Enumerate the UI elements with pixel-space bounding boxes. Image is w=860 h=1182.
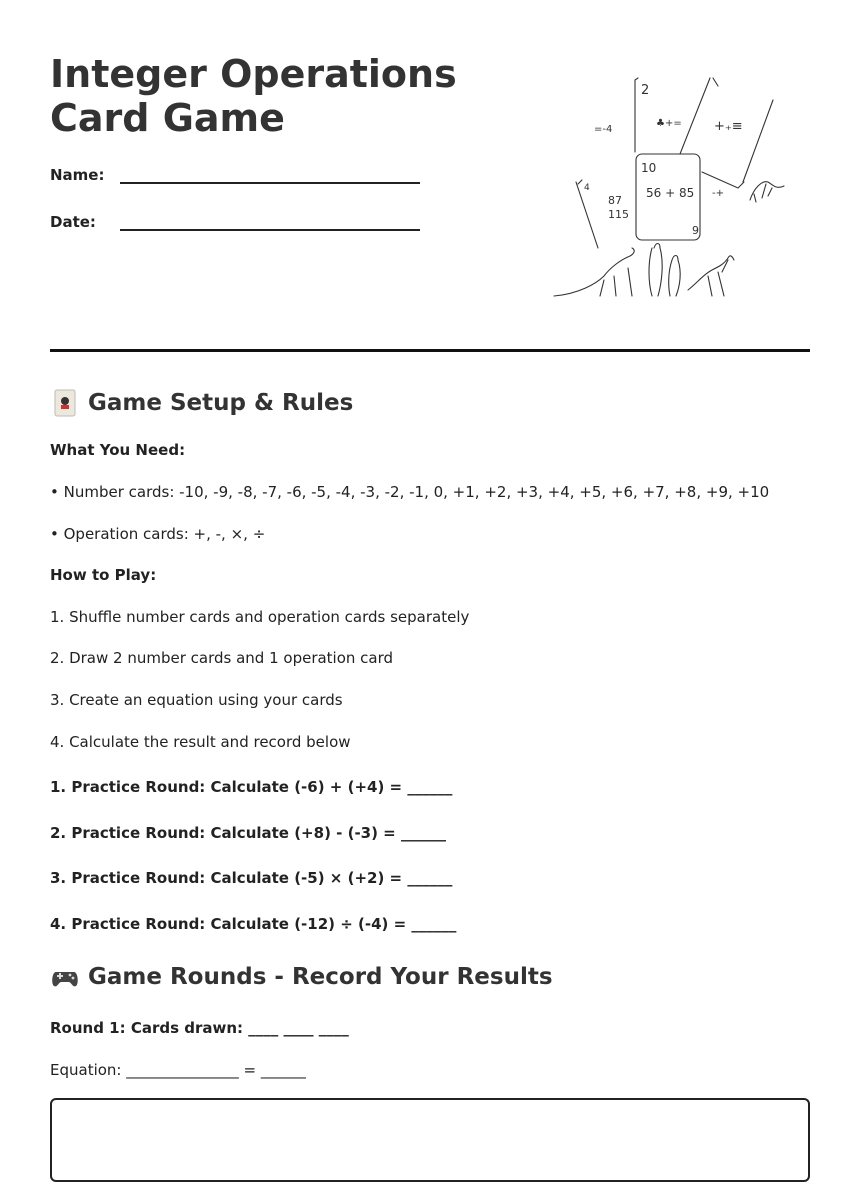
need-heading: What You Need: bbox=[50, 441, 186, 459]
round1-equation: Equation: _______________ = ______ bbox=[50, 1061, 306, 1079]
practice-question-3: 3. Practice Round: Calculate (-5) × (+2) = ______ bbox=[50, 869, 453, 887]
card-mid-sum: 56 + 85 bbox=[646, 186, 695, 200]
round1-work-box[interactable] bbox=[50, 1098, 810, 1182]
page-title: Integer Operations Card Game bbox=[50, 52, 457, 140]
name-field[interactable] bbox=[120, 168, 420, 184]
step-4: 4. Calculate the result and record below bbox=[50, 733, 351, 751]
game-controller-icon bbox=[50, 962, 80, 992]
practice-question-4: 4. Practice Round: Calculate (-12) ÷ (-4) = ______ bbox=[50, 915, 457, 933]
card-top-value: 2 bbox=[641, 83, 650, 98]
name-label: Name: bbox=[50, 166, 105, 184]
step-2: 2. Draw 2 number cards and 1 operation card bbox=[50, 649, 394, 667]
practice-question-1: 1. Practice Round: Calculate (-6) + (+4) = ______ bbox=[50, 778, 453, 796]
setup-section-title bbox=[50, 388, 353, 418]
name-field-row bbox=[50, 166, 420, 184]
expr-center: ♣+= bbox=[656, 118, 682, 129]
rounds-section-title bbox=[50, 962, 553, 992]
date-label: Date: bbox=[50, 213, 96, 231]
setup-title-text: Game Setup & Rules bbox=[88, 390, 354, 416]
need-item-operation-cards: • Operation cards: +, -, ×, ÷ bbox=[50, 525, 266, 543]
card-left-b: 115 bbox=[608, 208, 629, 221]
step-1: 1. Shuffle number cards and operation cards separately bbox=[50, 608, 470, 626]
playing-card-icon bbox=[50, 388, 80, 418]
expr-small: -+ bbox=[712, 188, 724, 199]
date-field[interactable] bbox=[120, 215, 420, 231]
rounds-title-text: Game Rounds - Record Your Results bbox=[88, 964, 553, 990]
card-game-illustration bbox=[548, 72, 793, 304]
practice-question-2: 2. Practice Round: Calculate (+8) - (-3) = ______ bbox=[50, 824, 446, 842]
card-mid-bottom: 9 bbox=[692, 224, 699, 237]
round1-cards-drawn: Round 1: Cards drawn: ____ ____ ____ bbox=[50, 1019, 349, 1037]
expr-right: +₊≡ bbox=[714, 119, 743, 134]
expr-left: =-4 bbox=[594, 124, 613, 135]
step-3: 3. Create an equation using your cards bbox=[50, 691, 343, 709]
card-mid-top: 10 bbox=[641, 161, 657, 175]
need-item-number-cards: • Number cards: -10, -9, -8, -7, -6, -5, -4, -3, -2, -1, 0, +1, +2, +3, +4, +5, +6, +7, +8, +9, +10 bbox=[50, 483, 770, 501]
card-left-top: 4 bbox=[584, 183, 590, 193]
date-field-row bbox=[50, 213, 420, 231]
howto-heading: How to Play: bbox=[50, 566, 157, 584]
card-left-a: 87 bbox=[608, 194, 622, 207]
header-divider bbox=[50, 349, 810, 352]
